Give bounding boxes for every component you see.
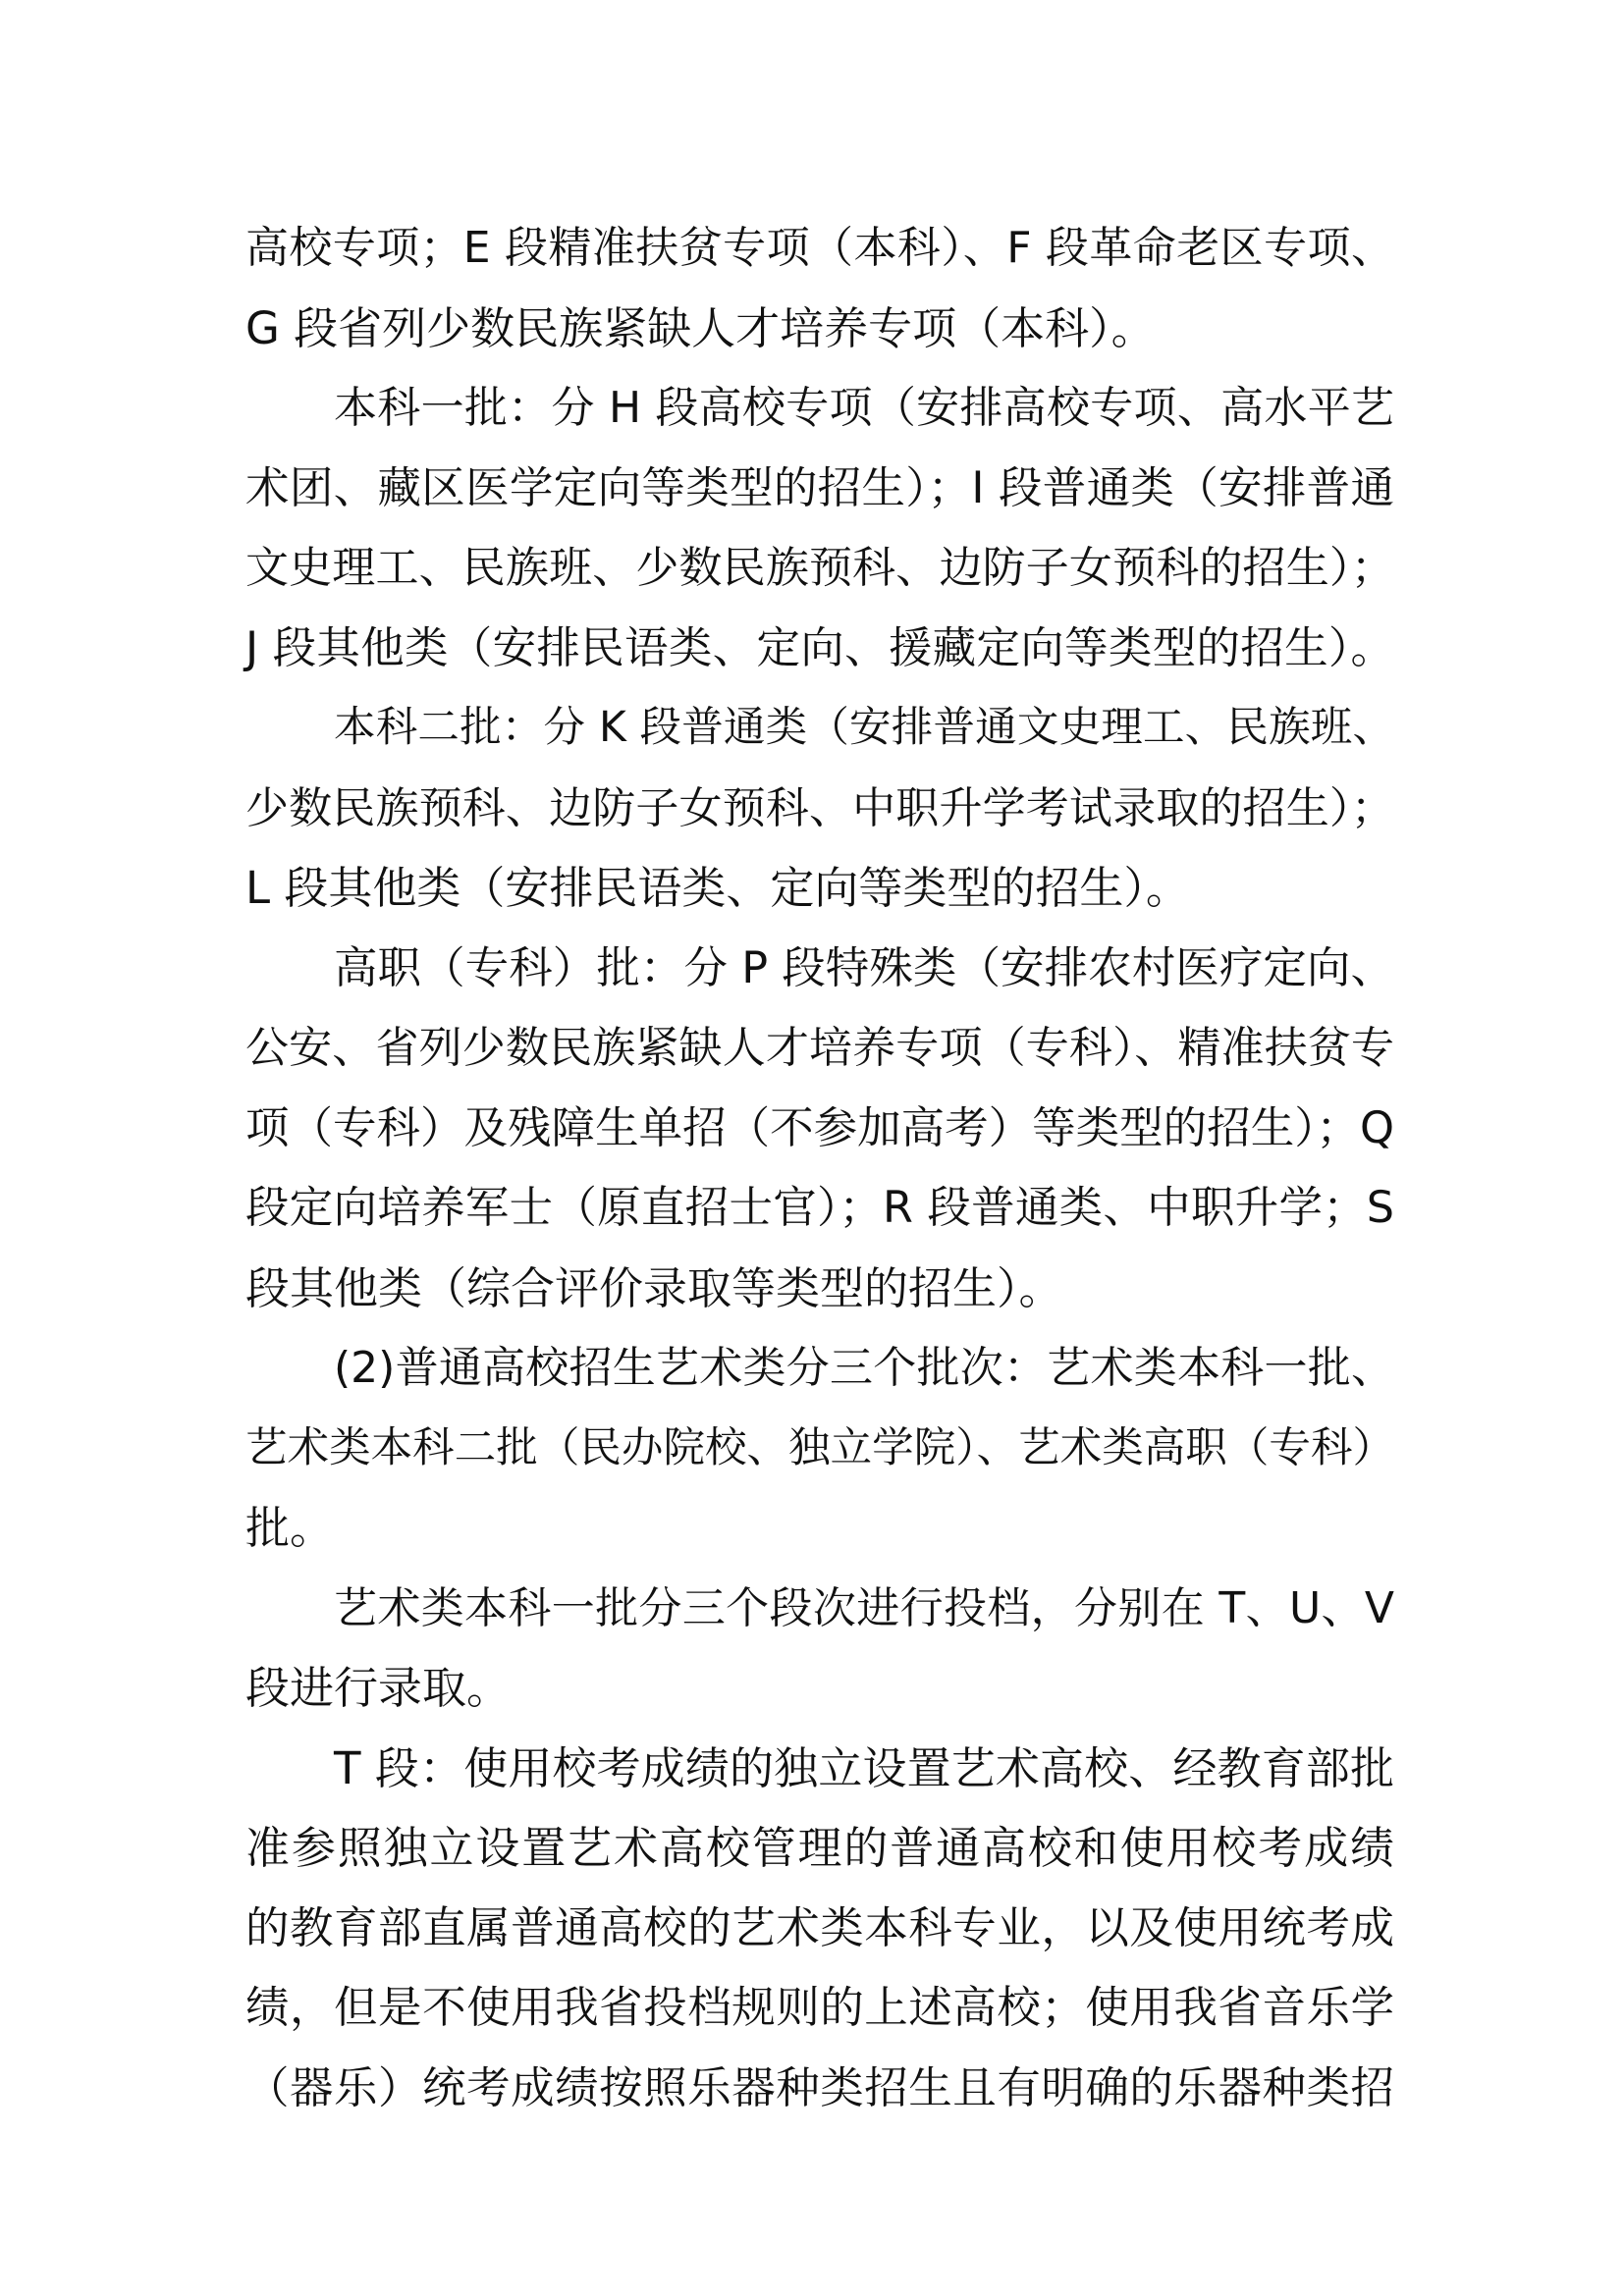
text-line-15: (2)普通高校招生艺术类分三个批次：艺术类本科一批、 bbox=[334, 1343, 1394, 1393]
text-line-6: J 段其他类（安排民语类、定向、援藏定向等类型的招生）。 bbox=[245, 622, 1394, 673]
text-line-18: 艺术类本科一批分三个段次进行投档，分别在 T、U、V bbox=[334, 1582, 1394, 1633]
text-line-5: 文史理工、民族班、少数民族预科、边防子女预科的招生）； bbox=[245, 543, 1394, 593]
text-line-20: T 段：使用校考成绩的独立设置艺术高校、经教育部批 bbox=[334, 1741, 1394, 1794]
text-line-11: 公安、省列少数民族紧缺人才培养专项（专科）、精准扶贫专 bbox=[245, 1023, 1394, 1073]
text-line-12: 项（专科）及残障生单招（不参加高考）等类型的招生）；Q bbox=[245, 1102, 1394, 1153]
text-line-14: 段其他类（综合评价录取等类型的招生）。 bbox=[245, 1261, 1063, 1314]
text-line-22: 的教育部直属普通高校的艺术类本科专业，以及使用统考成 bbox=[245, 1902, 1394, 1953]
text-line-19: 段进行录取。 bbox=[245, 1662, 512, 1714]
text-line-4: 术团、藏区医学定向等类型的招生）；I 段普通类（安排普通 bbox=[245, 462, 1394, 513]
text-line-23: 绩，但是不使用我省投档规则的上述高校；使用我省音乐学 bbox=[245, 1983, 1394, 2033]
text-line-2: G 段省列少数民族紧缺人才培养专项（本科）。 bbox=[245, 301, 1156, 354]
text-line-16: 艺术类本科二批（民办院校、独立学院）、艺术类高职（专科） bbox=[245, 1423, 1394, 1472]
text-line-1: 高校专项；E 段精准扶贫专项（本科）、F 段革命老区专项、 bbox=[245, 223, 1394, 273]
text-line-9: L 段其他类（安排民语类、定向等类型的招生）。 bbox=[245, 862, 1190, 914]
text-line-13: 段定向培养军士（原直招士官）；R 段普通类、中职升学；S bbox=[245, 1183, 1394, 1233]
text-line-8: 少数民族预科、边防子女预科、中职升学考试录取的招生）； bbox=[245, 782, 1394, 833]
text-line-17: 批。 bbox=[245, 1502, 335, 1554]
text-line-24: （器乐）统考成绩按照乐器种类招生且有明确的乐器种类招 bbox=[245, 2062, 1394, 2113]
text-line-10: 高职（专科）批：分 P 段特殊类（安排农村医疗定向、 bbox=[334, 942, 1394, 993]
text-line-7: 本科二批：分 K 段普通类（安排普通文史理工、民族班、 bbox=[334, 704, 1394, 752]
document-page bbox=[245, 208, 1394, 2128]
text-line-21: 准参照独立设置艺术高校管理的普通高校和使用校考成绩 bbox=[245, 1822, 1394, 1874]
text-line-3: 本科一批：分 H 段高校专项（安排高校专项、高水平艺 bbox=[334, 383, 1394, 433]
